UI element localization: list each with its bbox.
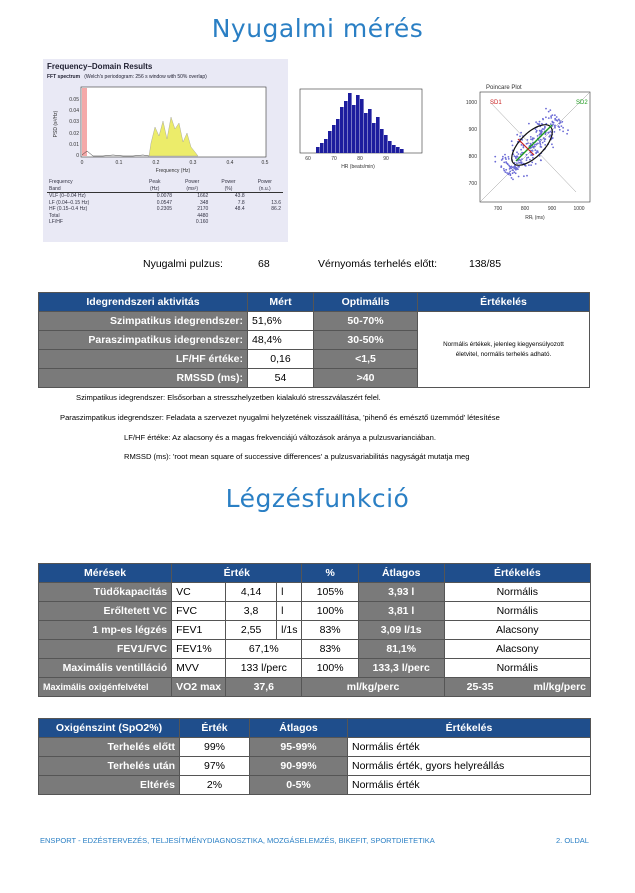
hrv-band-row: Total 4480 [49,212,209,219]
poincare-xtick: 900 [547,206,557,212]
poincare-point [557,125,559,127]
poincare-point [541,132,543,134]
poincare-point [534,149,536,151]
hrv-band-row: VLF (0–0.04 Hz) 0.0078 1662 43.8 [49,193,245,199]
poincare-ytick: 1000 [465,100,477,106]
poincare-point [526,175,528,177]
poincare-point [508,156,510,158]
definition-line: RMSSD (ms): 'root mean square of successive differences' a pulzusvariabilitás nagyságát mutatja meg [124,452,470,461]
histogram-bar [368,109,372,153]
psd-ytick: 0.05 [69,97,79,103]
poincare-point [520,159,522,161]
poincare-point [515,157,517,159]
poincare-point [552,114,554,116]
poincare-point [512,179,514,181]
spo2-table: Oxigénszint (SpO2%) Érték Átlagos Értékelés Terhelés előtt 99% 95-99% Normális érték Terhelés után 97% 90-99% Normális érték, gyors helyreállás Eltérés 2% 0-5% Normális érték [38,718,591,795]
hist-xtick: 80 [357,156,363,162]
poincare-point [540,146,542,148]
col-header: Értékelés [418,293,590,312]
poincare-point [517,156,519,158]
table-row: Tüdőkapacitás VC 4,14 l 105% 3,93 l Normális [39,583,591,602]
poincare-point [503,162,505,164]
poincare-point [518,153,520,155]
lung-function-table: Mérések Érték % Átlagos Értékelés Tüdőkapacitás VC 4,14 l 105% 3,93 l Normális Erőltetett VC FVC 3,8 l 100% 3,81 l Normális 1 mp-es légzés FEV1 2,55 l/1s 83% 3,09 l/1s Alacsony FEV1/FVC FEV1% 67,1% 83% 81,1% Alacsony Maximális ventilláció MVV 133 l/perc 100% 133,3 l/perc Normális Maximális oxigénfelvétel VO2 max 37,6 ml/kg/perc 25-35 ml/kg/perc [38,563,591,697]
fft-subtitle: FFT spectrum (Welch's periodogram: 256 s window with 50% overlap) [47,74,207,80]
poincare-point [528,164,530,166]
table-row: Eltérés 2% 0-5% Normális érték [39,776,591,795]
poincare-point [527,139,529,141]
histogram-bar [332,125,336,153]
fft-panel-title: Frequency–Domain Results [47,62,153,71]
poincare-point [508,158,510,160]
hist-xtick: 90 [383,156,389,162]
poincare-point [549,109,551,111]
poincare-point [509,171,511,173]
table-row: FEV1/FVC FEV1% 67,1% 83% 81,1% Alacsony [39,640,591,659]
poincare-point [540,144,542,146]
poincare-point [534,144,536,146]
poincare-point [509,173,511,175]
poincare-point [534,146,536,148]
definition-line: Paraszimpatikus idegrendszer: Feladata a szervezet nyugalmi helyzetének visszaállítása, 'pihenő és emésztő üzemmód' létesítése [60,413,500,422]
poincare-point [512,169,514,171]
hrv-band-row: HF (0.15–0.4 Hz) 0.2305 2170 48.4 86.2 [49,206,281,212]
nervous-evaluation: Normális értékek, jelenleg kiegyensúlyozott életvitel, normális terhelés adható. [418,312,590,388]
poincare-point [494,161,496,163]
poincare-point [539,141,541,143]
histogram-bar [320,143,324,153]
table-row: RMSSD (ms): 54 >40 [39,369,590,388]
section-title-resting: Nyugalmi mérés [211,14,424,43]
hist-xtick: 70 [331,156,337,162]
poincare-point [566,133,568,135]
poincare-point [557,120,559,122]
poincare-point [532,147,534,149]
poincare-point [515,172,517,174]
poincare-point [567,129,569,131]
poincare-point [513,171,515,173]
histogram-bar [388,141,392,153]
poincare-point [541,130,543,132]
table-row: 1 mp-es légzés FEV1 2,55 l/1s 83% 3,09 l/1s Alacsony [39,621,591,640]
poincare-point [537,123,539,125]
poincare-point [506,172,508,174]
col-header: Mért [248,293,314,312]
poincare-point [548,117,550,119]
poincare-point [530,136,532,138]
poincare-xtick: 800 [520,206,530,212]
histogram-bar [380,129,384,153]
poincare-point [529,159,531,161]
histogram-bar [328,131,332,153]
poincare-point [502,156,504,158]
poincare-point [542,118,544,120]
freq-xtick: 0.2 [152,160,160,166]
poincare-point [562,131,564,133]
freq-xtick: 0.3 [189,160,197,166]
poincare-point [535,163,537,165]
hrv-band-row: LF (0.04–0.15 Hz) 0.0547 348 7.8 13.6 [49,199,281,206]
poincare-point [544,144,546,146]
poincare-point [511,140,513,142]
histogram-bar [372,123,376,153]
poincare-point [502,158,504,160]
poincare-point [542,142,544,144]
poincare-point [531,162,533,164]
poincare-point [559,129,561,131]
poincare-point [558,119,560,121]
poincare-point [505,157,507,159]
poincare-point [516,168,518,170]
histogram-bar [336,119,340,153]
table-row: Szimpatikus idegrendszer: 51,6% 50-70% Normális értékek, jelenleg kiegyensúlyozott életvitel, normális terhelés adható. [39,312,590,331]
poincare-point [516,134,518,136]
poincare-plot [456,82,594,230]
histogram-bar [364,113,368,153]
poincare-point [532,157,534,159]
histogram-bar [316,147,320,153]
poincare-point [527,157,529,159]
poincare-point [554,119,556,121]
poincare-point [507,163,509,165]
table-row: Terhelés után 97% 90-99% Normális érték, gyors helyreállás [39,757,591,776]
freq-xtick: 0.4 [226,160,234,166]
poincare-point [537,143,539,145]
poincare-point [560,122,562,124]
poincare-point [519,135,521,137]
poincare-point [526,154,528,156]
poincare-point [535,152,537,154]
hrv-band-table: Frequency Peak Power Power Power Band (Hz) (ms²) (%) (n.u.) VLF (0–0.04 Hz) 0.0078 1662 43.8 LF (0.04–0.15 Hz) 0.0547 348 7.8 13.6 HF (0.15–0.4 Hz) 0.2305 2170 48.4 86.2 Total 4480 LF/HF 0.160 [49,179,281,225]
freq-xlabel: Frequency (Hz) [155,168,191,174]
sd2-label: SD2 [576,100,588,106]
poincare-point [556,116,558,118]
table-row: LF/HF értéke: 0,16 <1,5 [39,350,590,369]
table-row: Paraszimpatikus idegrendszer: 48,4% 30-50% [39,331,590,350]
poincare-point [530,154,532,156]
poincare-point [504,154,506,156]
poincare-point [518,166,520,168]
poincare-point [521,144,523,146]
poincare-point [505,171,507,173]
resting-pulse-value: 68 [258,258,270,270]
poincare-point [503,168,505,170]
poincare-point [521,162,523,164]
poincare-point [533,138,535,140]
poincare-point [554,114,556,116]
hr-histogram [292,87,426,170]
poincare-point [509,166,511,168]
hist-xtick: 60 [305,156,311,162]
freq-xtick: 0.1 [115,160,123,166]
sd1-label: SD1 [490,100,502,106]
poincare-point [503,170,505,172]
histogram-bar [392,145,396,153]
poincare-point [505,161,507,163]
poincare-point [535,121,537,123]
psd-ytick: 0 [76,153,79,159]
poincare-point [551,143,553,145]
poincare-point [540,160,542,162]
poincare-point [523,147,525,149]
poincare-point [511,177,513,179]
page-number: 2. OLDAL [556,836,589,845]
poincare-point [516,151,518,153]
table-row: Erőltetett VC FVC 3,8 l 100% 3,81 l Normális [39,602,591,621]
table-row: Terhelés előtt 99% 95-99% Normális érték [39,738,591,757]
poincare-point [544,140,546,142]
poincare-point [526,159,528,161]
poincare-point [561,121,563,123]
psd-ytick: 0.01 [69,142,79,148]
poincare-point [554,131,556,133]
poincare-point [530,143,532,145]
psd-ytick: 0.02 [69,131,79,137]
poincare-point [554,127,556,129]
poincare-point [514,155,516,157]
poincare-xlabel: RRᵢ (ms) [525,215,545,221]
poincare-point [530,164,532,166]
poincare-point [552,122,554,124]
poincare-title: Poincare Plot [486,85,522,91]
poincare-point [544,138,546,140]
poincare-point [512,172,514,174]
poincare-point [528,123,530,125]
freq-xtick: 0.5 [261,160,269,166]
hrv-band-row: LF/HF 0.160 [49,219,209,225]
poincare-xtick: 1000 [573,206,585,212]
histogram-bar [360,99,364,153]
psd-ylabel: PSD (s²/Hz) [53,110,59,138]
poincare-point [494,156,496,158]
poincare-ytick: 800 [468,154,477,160]
poincare-ytick: 900 [468,127,477,133]
poincare-point [512,167,514,169]
poincare-point [518,176,520,178]
col-header: Idegrendszeri aktivitás [39,293,248,312]
histogram-bar [352,105,356,153]
poincare-ytick: 700 [468,181,477,187]
histogram-bar [340,107,344,153]
footer-text: ENSPORT - EDZÉSTERVEZÉS, TELJESÍTMÉNYDIAGNOSZTIKA, MOZGÁSELEMZÉS, BIKEFIT, SPORTDIETETIKA [40,836,435,845]
poincare-point [545,116,547,118]
poincare-point [520,132,522,134]
poincare-point [545,133,547,135]
section-title-lung: Légzésfunkció [225,484,410,513]
histogram-bar [348,93,352,153]
poincare-point [550,117,552,119]
poincare-point [537,135,539,137]
histogram-bar [376,117,380,153]
poincare-point [520,149,522,151]
fft-spectrum-panel [43,59,288,242]
poincare-point [539,121,541,123]
resting-pulse-label: Nyugalmi pulzus: [143,258,223,270]
freq-xtick: 0 [80,160,84,166]
poincare-point [554,125,556,127]
poincare-point [543,128,545,130]
table-row: Maximális oxigénfelvétel VO2 max 37,6 ml/kg/perc 25-35 ml/kg/perc [39,678,591,697]
poincare-point [512,145,514,147]
poincare-point [521,158,523,160]
poincare-point [532,150,534,152]
hist-xlabel: HR (beats/min) [341,164,375,170]
psd-ytick: 0.04 [69,108,79,114]
poincare-point [547,132,549,134]
nervous-system-table [38,292,590,388]
poincare-point [545,108,547,110]
psd-plot [43,59,288,179]
poincare-point [536,130,538,132]
poincare-point [559,120,561,122]
histogram-bar [384,135,388,153]
poincare-point [505,169,507,171]
poincare-point [539,130,541,132]
histogram-bar [324,139,328,153]
histogram-bar [400,149,404,153]
poincare-point [539,123,541,125]
table-row: Maximális ventilláció MVV 133 l/perc 100% 133,3 l/perc Normális [39,659,591,678]
poincare-point [530,138,532,140]
psd-ytick: 0.03 [69,119,79,125]
histogram-bar [356,95,360,153]
poincare-xtick: 700 [493,206,503,212]
blood-pressure-value: 138/85 [469,258,502,270]
poincare-point [540,139,542,141]
poincare-point [539,134,541,136]
poincare-point [523,175,525,177]
poincare-point [527,143,529,145]
col-header: Optimális [314,293,418,312]
poincare-point [509,168,511,170]
histogram-bar [344,101,348,153]
definition-line: LF/HF értéke: Az alacsony és a magas frekvenciájú változások aránya a pulzusvarianciában. [124,433,436,442]
poincare-point [500,165,502,167]
poincare-point [552,147,554,149]
poincare-point [561,125,563,127]
poincare-point [516,162,518,164]
blood-pressure-label: Vérnyomás terhelés előtt: [318,258,438,270]
poincare-point [535,128,537,130]
poincare-point [549,134,551,136]
definition-line: Szimpatikus idegrendszer: Elsősorban a stresszhelyzetben kialakuló stresszválaszért felel. [76,393,381,402]
poincare-point [548,111,550,113]
histogram-bar [396,147,400,153]
poincare-point [562,127,564,129]
